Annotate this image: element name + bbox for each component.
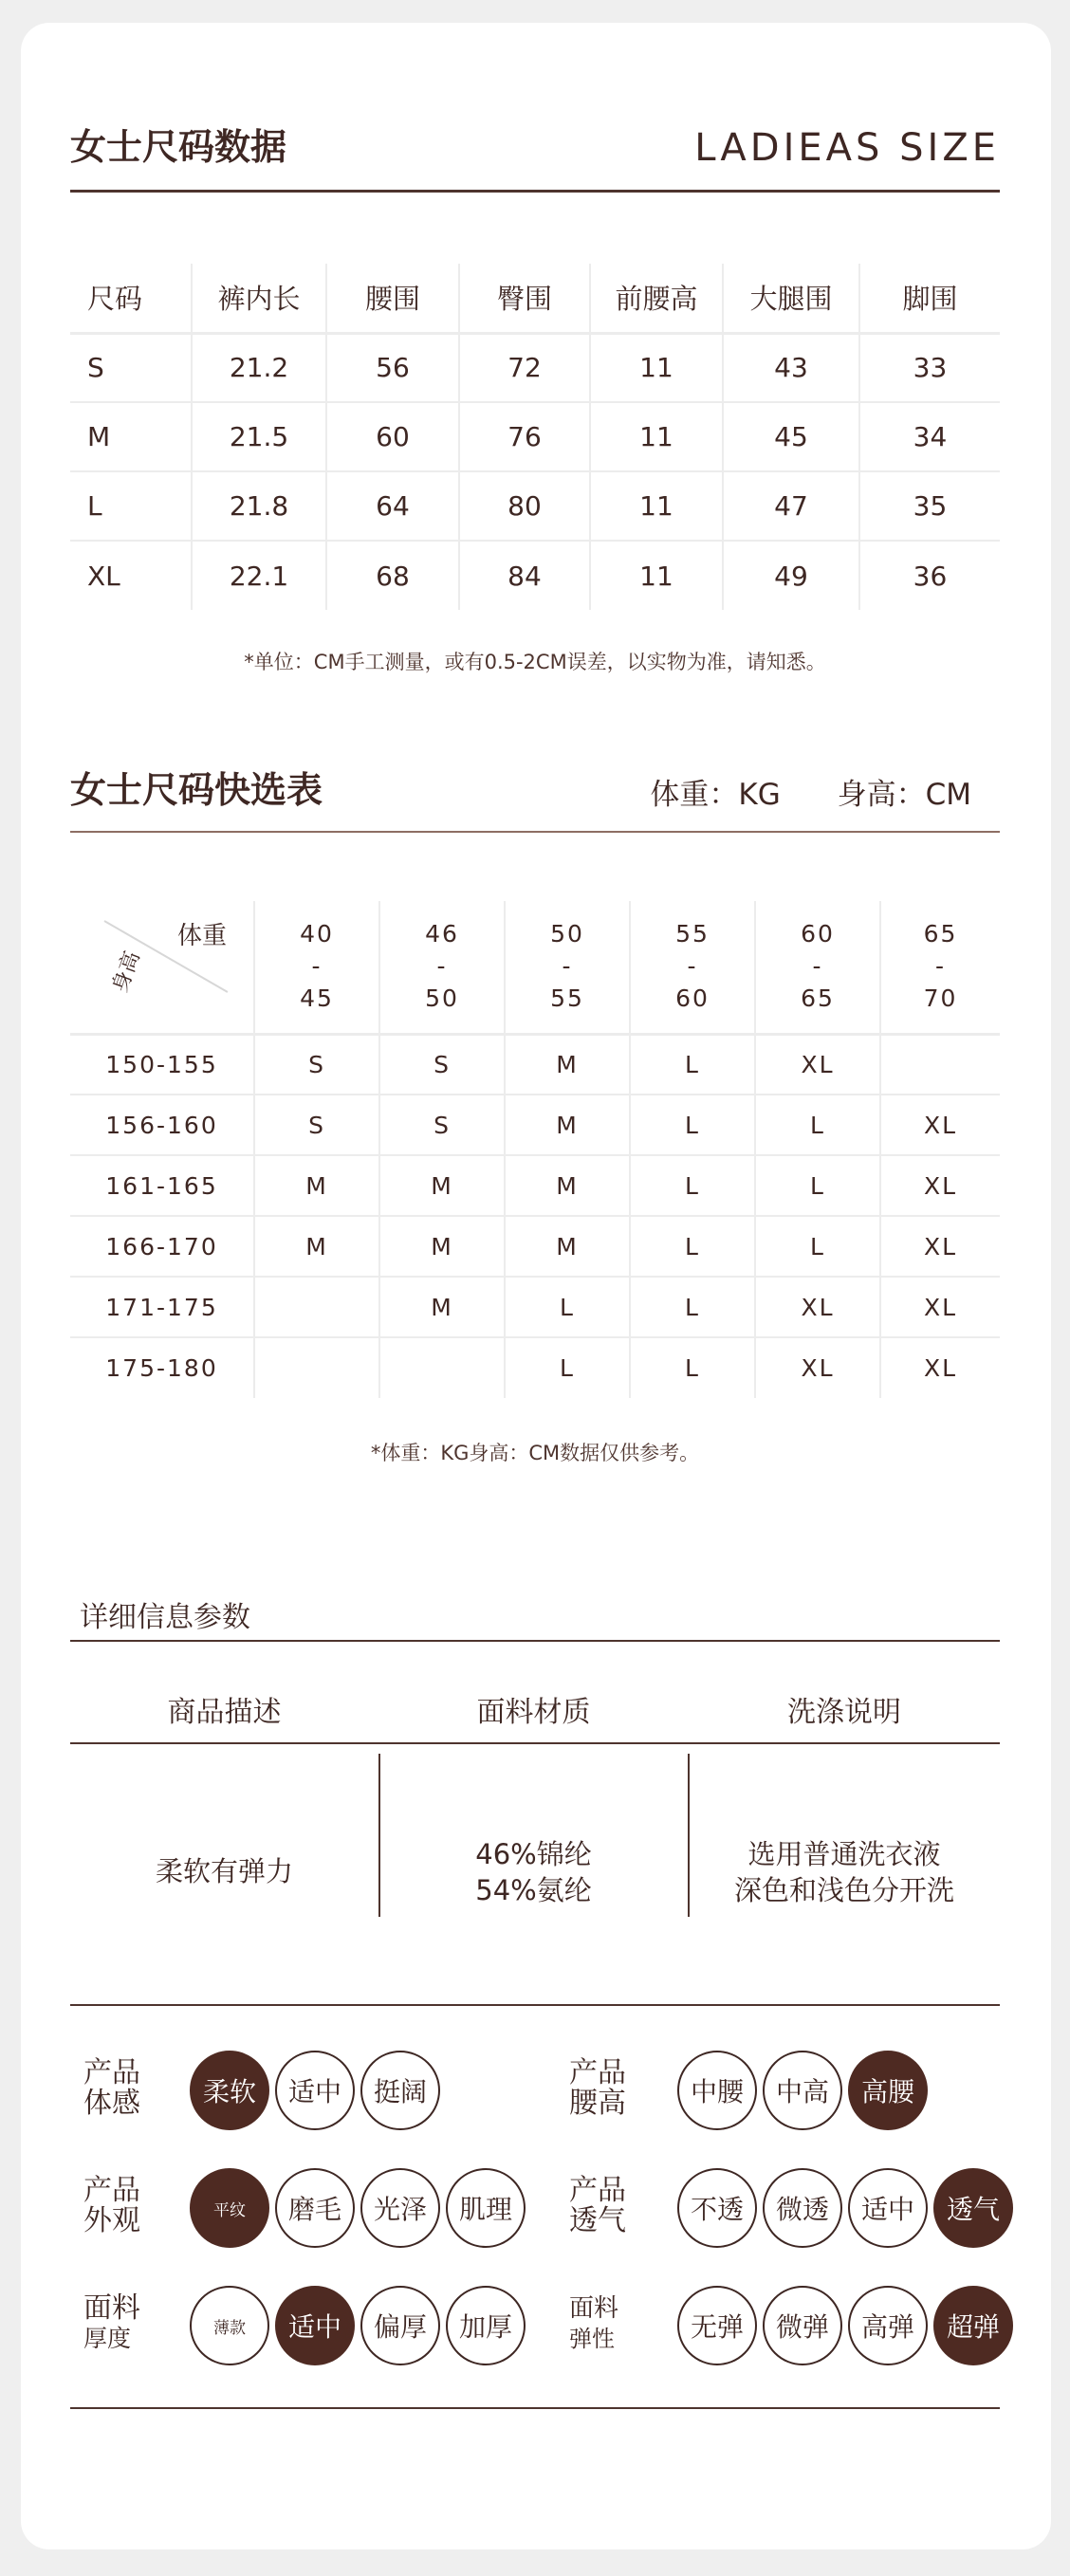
weight-dash: - [687,952,698,981]
weight-dash: - [562,952,573,981]
table-row [70,1337,1000,1398]
size-cell: 11 [590,471,723,541]
details-col-header: 商品描述 [167,1696,282,1729]
size-cell: XL [87,560,120,592]
quick-size-cell: XL [755,1034,880,1095]
quick-size-cell: L [755,1095,880,1155]
details-col-header: 面料材质 [476,1696,591,1729]
quick-size-cell: XL [880,1216,1000,1277]
weight-from: 50 [550,920,584,948]
size-note: *单位：CM手工测量，或有0.5-2CM误差，以实物为准，请知悉。 [244,651,826,673]
size-cell: 45 [723,402,859,471]
table-row [70,1095,1000,1155]
quick-size-cell: XL [880,1155,1000,1216]
quick-size-cell: L [505,1337,630,1398]
quick-size-cell: M [379,1277,505,1337]
size-cell: 11 [590,333,723,402]
option-pill: 无弹 [677,2286,757,2365]
option-pill: 中腰 [677,2051,757,2130]
attr-label-line: 外观 [83,2204,140,2237]
table-row [70,471,1000,541]
attributes-bottom-rule [70,2407,1000,2409]
details-mid-rule [70,1742,1000,1744]
quick-size-cell: S [254,1095,379,1155]
quick-size-cell: XL [755,1337,880,1398]
quick-header-row [70,901,1000,1034]
option-pill: 柔软 [190,2051,269,2130]
size-cell: 34 [859,402,1000,471]
quick-size-cell: L [630,1034,755,1095]
weight-from: 46 [425,920,459,948]
size-cell: 72 [459,333,590,402]
option-pill: 适中 [848,2168,928,2248]
attr-options-feel [190,2051,440,2130]
size-cell: 64 [326,471,459,541]
table-row [70,541,1000,610]
quick-size-cell: S [254,1034,379,1095]
option-pill: 高弹 [848,2286,928,2365]
weight-dash: - [311,952,323,981]
quick-size-cell: S [379,1095,505,1155]
table-row [70,1277,1000,1337]
weight-range-header [505,901,630,1034]
table-row [70,1155,1000,1216]
quick-size-cell: M [254,1216,379,1277]
weight-to: 45 [300,984,334,1013]
option-pill: 光泽 [360,2168,440,2248]
option-pill: 超弹 [933,2286,1013,2365]
attr-label-line: 面料 [569,2294,619,2323]
size-cell: 33 [859,333,1000,402]
table-row [70,1034,1000,1095]
material-line: 46%锦纶 [475,1838,592,1870]
size-section-header [70,118,1000,170]
size-cell: 21.5 [192,402,326,471]
material-line: 54%氨纶 [475,1874,592,1906]
option-pill: 高腰 [848,2051,928,2130]
height-range-cell: 166-170 [70,1216,254,1277]
details-col-headers [70,1688,1000,1730]
weight-range-header [755,901,880,1034]
weight-to: 55 [550,984,584,1013]
option-pill: 偏厚 [360,2286,440,2365]
quick-size-cell: L [630,1216,755,1277]
details-col-header: 洗涤说明 [787,1696,901,1729]
quick-section-header [70,761,1000,813]
quick-size-cell: L [630,1277,755,1337]
quick-size-cell [254,1337,379,1398]
attr-options-look [190,2168,526,2248]
attr-label-line: 厚度 [83,2325,132,2352]
quick-size-cell: M [254,1155,379,1216]
size-header-cell: 脚围 [859,264,1000,333]
quick-units [650,770,971,813]
size-cell: 11 [590,402,723,471]
size-table-header-row [70,264,1000,333]
size-header-cell: 裤内长 [192,264,326,333]
height-unit-label: 身高：CM [837,778,971,812]
size-cell: 43 [723,333,859,402]
option-pill: 微弹 [763,2286,842,2365]
attr-label-look [83,2176,140,2236]
size-cell: 21.2 [192,333,326,402]
quick-size-cell: L [630,1155,755,1216]
weight-unit-label: 体重：KG [650,778,781,812]
attr-label-line: 产品 [569,2056,626,2089]
quick-size-cell: M [379,1155,505,1216]
attr-options-waist [677,2051,928,2130]
details-bottom-rule [70,2004,1000,2006]
option-pill: 适中 [275,2051,355,2130]
quick-note: *体重：KG身高：CM数据仅供参考。 [370,1442,700,1464]
size-table [70,264,1000,610]
details-material [378,1836,689,1908]
height-range-cell: 175-180 [105,1354,218,1382]
weight-dash: - [812,952,823,981]
height-range-cell: 171-175 [70,1277,254,1337]
size-title-cn: 女士尺码数据 [70,126,287,168]
size-cell: 35 [859,471,1000,541]
quick-size-cell [880,1034,1000,1095]
attr-label-feel [83,2058,140,2119]
size-header-cell: 大腿围 [723,264,859,333]
quick-size-cell: XL [755,1277,880,1337]
attr-label-line: 腰高 [569,2087,626,2120]
quick-table [70,901,1000,1398]
height-range-cell: 156-160 [70,1095,254,1155]
weight-from: 60 [801,920,835,948]
weight-range-header [254,901,379,1034]
quick-title-rule [70,831,1000,833]
height-range-cell: 150-155 [70,1034,254,1095]
option-pill: 适中 [275,2286,355,2365]
quick-size-cell: L [630,1337,755,1398]
quick-corner-cell [70,901,254,1034]
attr-label-line: 面料 [83,2291,140,2325]
attr-options-thickness [190,2286,526,2365]
table-row [70,402,1000,471]
weight-to: 50 [425,984,459,1013]
wash-line: 深色和浅色分开洗 [733,1874,954,1906]
size-title-rule [70,190,1000,193]
quick-size-cell: M [505,1155,630,1216]
details-title: 详细信息参数 [80,1601,250,1634]
size-cell: 47 [723,471,859,541]
weight-from: 40 [300,920,334,948]
size-cell: 80 [459,471,590,541]
attr-options-stretch [677,2286,1013,2365]
corner-height-label: 身高 [108,948,145,996]
size-cell: 22.1 [192,541,326,610]
quick-size-cell: M [505,1034,630,1095]
weight-to: 60 [675,984,710,1013]
size-cell: 21.8 [192,471,326,541]
attr-label-stretch [569,2293,618,2354]
quick-size-cell: M [379,1216,505,1277]
option-pill: 平纹 [190,2168,269,2248]
size-cell: M [70,402,192,471]
corner-weight-label: 体重 [176,922,227,950]
details-description: 柔软有弹力 [155,1855,293,1887]
page-card [21,23,1051,2549]
option-pill: 加厚 [446,2286,526,2365]
quick-size-cell: XL [880,1095,1000,1155]
size-cell: S [70,333,192,402]
height-range-cell: 161-165 [70,1155,254,1216]
option-pill: 透气 [933,2168,1013,2248]
quick-size-cell: L [630,1095,755,1155]
quick-size-cell: L [505,1277,630,1337]
weight-dash: - [934,952,947,981]
details-wash [689,1836,1000,1908]
attr-options-breath [677,2168,1013,2248]
option-pill: 磨毛 [275,2168,355,2248]
weight-range-header [630,901,755,1034]
weight-to: 70 [923,984,958,1013]
attr-label-line: 产品 [569,2174,626,2207]
quick-size-cell: XL [880,1337,1000,1398]
option-pill: 中高 [763,2051,842,2130]
weight-from: 65 [923,920,958,948]
size-cell: 60 [326,402,459,471]
attr-label-line: 产品 [83,2056,140,2089]
table-row [70,333,1000,402]
weight-dash: - [436,952,448,981]
quick-size-cell: L [755,1155,880,1216]
size-cell: 36 [859,541,1000,610]
attr-label-line: 弹性 [569,2326,615,2352]
size-cell: 11 [590,541,723,610]
size-cell: 49 [723,541,859,610]
quick-size-cell: M [505,1216,630,1277]
quick-size-cell: M [505,1095,630,1155]
attr-label-breath [569,2176,626,2236]
details-top-rule [70,1640,1000,1642]
quick-size-cell: S [379,1034,505,1095]
size-cell: 84 [459,541,590,610]
attr-label-line: 产品 [83,2174,140,2207]
quick-size-cell: XL [880,1277,1000,1337]
wash-line: 选用普通洗衣液 [747,1838,941,1870]
size-cell: 76 [459,402,590,471]
table-row [70,1216,1000,1277]
option-pill: 薄款 [190,2286,269,2365]
quick-size-cell: L [755,1216,880,1277]
attr-label-line: 体感 [83,2087,140,2120]
option-pill: 微透 [763,2168,842,2248]
option-pill: 挺阔 [360,2051,440,2130]
size-cell: 68 [326,541,459,610]
size-cell: L [70,471,192,541]
size-header-cell: 臀围 [459,264,590,333]
weight-from: 55 [675,920,710,948]
size-title-en: LADIEAS SIZE [694,126,1000,170]
option-pill: 肌理 [446,2168,526,2248]
weight-range-header [379,901,505,1034]
option-pill: 不透 [677,2168,757,2248]
quick-size-cell [254,1277,379,1337]
attr-label-line: 透气 [569,2204,626,2237]
quick-size-cell [379,1337,505,1398]
quick-title: 女士尺码快选表 [70,769,323,811]
size-cell: 56 [326,333,459,402]
attr-label-thickness [83,2293,140,2354]
weight-to: 65 [801,984,835,1013]
size-header-cell: 前腰高 [590,264,723,333]
weight-range-header [880,901,1000,1034]
size-header-cell: 腰围 [326,264,459,333]
attr-label-waist [569,2058,626,2119]
size-header-cell: 尺码 [70,264,192,333]
